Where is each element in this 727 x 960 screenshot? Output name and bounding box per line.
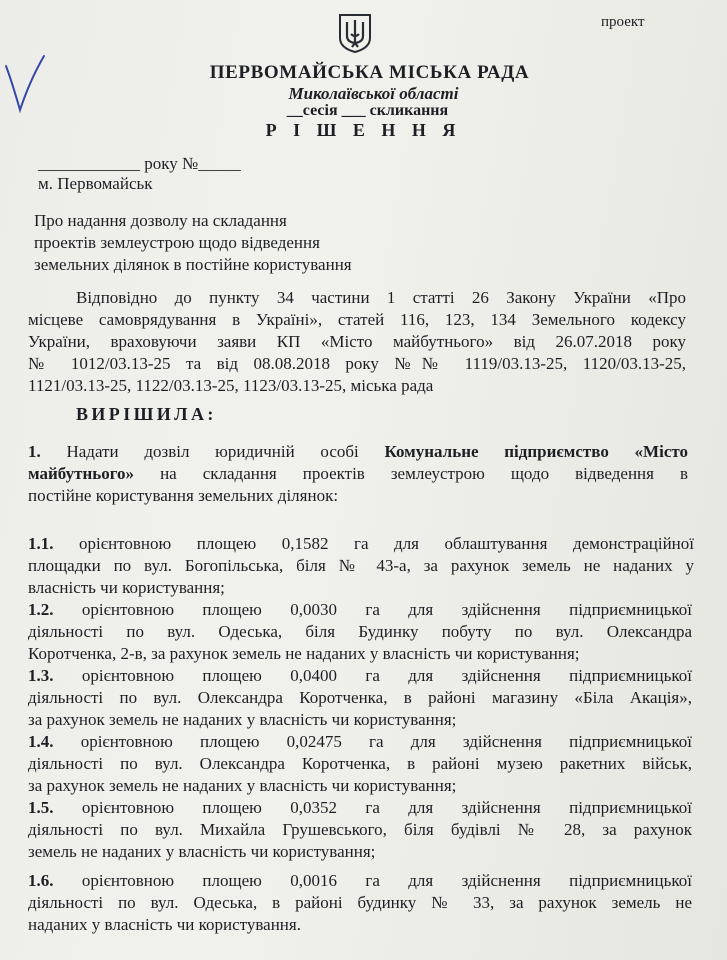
subitem-line: площадки по вул. Богопільська, біля № 43-а, за рахунок земель не наданих у (28, 556, 694, 575)
item-1-text: постійне користування земельних ділянок: (28, 486, 339, 505)
enterprise-name: Комунальне підприємство «Місто (384, 442, 688, 461)
subitem-line: орієнтовною площею 0,0352 га для здійснення підприємницької (81, 798, 692, 817)
subitem-number: 1.1. (28, 534, 54, 553)
item-1 (28, 441, 688, 507)
preamble-line: Відповідно до пункту 34 частини 1 статті 26 Закону України «Про (76, 288, 686, 307)
subitem-line: діяльності по вул. Одеська, в районі будинку № 33, за рахунок земель не (28, 893, 692, 912)
subitem-1-1 (28, 533, 694, 599)
subitem-line: Коротченка, 2-в, за рахунок земель не наданих у власність чи користування; (28, 644, 580, 663)
subject-line: проектів землеустрою щодо відведення (34, 233, 320, 252)
resolved-heading: ВИРІШИЛА: (76, 404, 217, 424)
decision-title: Р І Ш Е Н Н Я (265, 120, 462, 140)
subitem-line: діяльності по вул. Олександра Коротченка, в районі магазину «Біла Акація», (28, 688, 692, 707)
subitem-1-6 (28, 870, 692, 936)
subject-line: земельних ділянок в постійне користування (34, 255, 352, 274)
coat-of-arms-icon (334, 12, 376, 54)
subitem-number: 1.6. (28, 871, 54, 890)
enterprise-name-cont: майбутнього» (28, 464, 135, 483)
item-number: 1. (28, 442, 41, 461)
subitem-line: орієнтовною площею 0,0400 га для здійснення підприємницької (81, 666, 692, 685)
subitem-line: діяльності по вул. Одеська, біля Будинку побуту по вул. Олександра (28, 622, 692, 641)
subitem-line: орієнтовною площею 0,0030 га для здійснення підприємницької (81, 600, 692, 619)
preamble (28, 287, 686, 397)
draft-label: проект (601, 14, 645, 30)
subitem-line: земель не наданих у власність чи користування; (28, 842, 376, 861)
subitem-line: орієнтовною площею 0,1582 га для облаштування демонстраційної (79, 534, 695, 553)
oblast-name: Миколаївської області (288, 84, 459, 103)
subitem-line: діяльності по вул. Олександра Коротченка, в районі музею ракетних військ, (28, 754, 692, 773)
preamble-line: місцеве самоврядування в Україні», статей 116, 123, 134 Земельного кодексу (28, 310, 686, 329)
subitem-1-5 (28, 797, 692, 863)
subitem-line: орієнтовною площею 0,0016 га для здійснення підприємницької (81, 871, 692, 890)
item-1-text: на складання проектів землеустрою щодо відведення в (160, 464, 688, 483)
item-1-text: Надати дозвіл юридичній особі (66, 442, 359, 461)
preamble-line: 1121/03.13-25, 1122/03.13-25, 1123/03.13-25, міська рада (28, 376, 434, 395)
subitem-line: за рахунок земель не наданих у власність чи користування; (28, 710, 457, 729)
subitem-line: наданих у власність чи користування. (28, 915, 301, 934)
subitem-1-3 (28, 665, 692, 731)
preamble-line: України, враховуючи заяви КП «Місто майбутнього» від 26.07.2018 року (28, 332, 686, 351)
subitem-line: діяльності по вул. Михайла Грушевського, біля будівлі № 28, за рахунок (28, 820, 692, 839)
council-name: ПЕРВОМАЙСЬКА МІСЬКА РАДА (209, 62, 530, 83)
subject-line: Про надання дозволу на складання (34, 211, 287, 230)
subitem-number: 1.2. (28, 600, 54, 619)
preamble-line: № 1012/03.13-25 та від 08.08.2018 року №№ 1119/03.13-25, 1120/03.13-25, (28, 354, 686, 373)
date-number-line: ____________ року №_____ (38, 154, 241, 173)
subitem-1-2 (28, 599, 692, 665)
subitem-1-4 (28, 731, 692, 797)
subitem-number: 1.3. (28, 666, 54, 685)
subitem-line: власність чи користування; (28, 578, 225, 597)
subitem-number: 1.4. (28, 732, 54, 751)
city-line: м. Первомайськ (38, 174, 153, 193)
subitem-number: 1.5. (28, 798, 54, 817)
subitem-line: орієнтовною площею 0,02475 га для здійснення підприємницької (80, 732, 692, 751)
session-line: __сесія ___ скликання (286, 102, 449, 119)
subitem-line: за рахунок земель не наданих у власність чи користування; (28, 776, 457, 795)
